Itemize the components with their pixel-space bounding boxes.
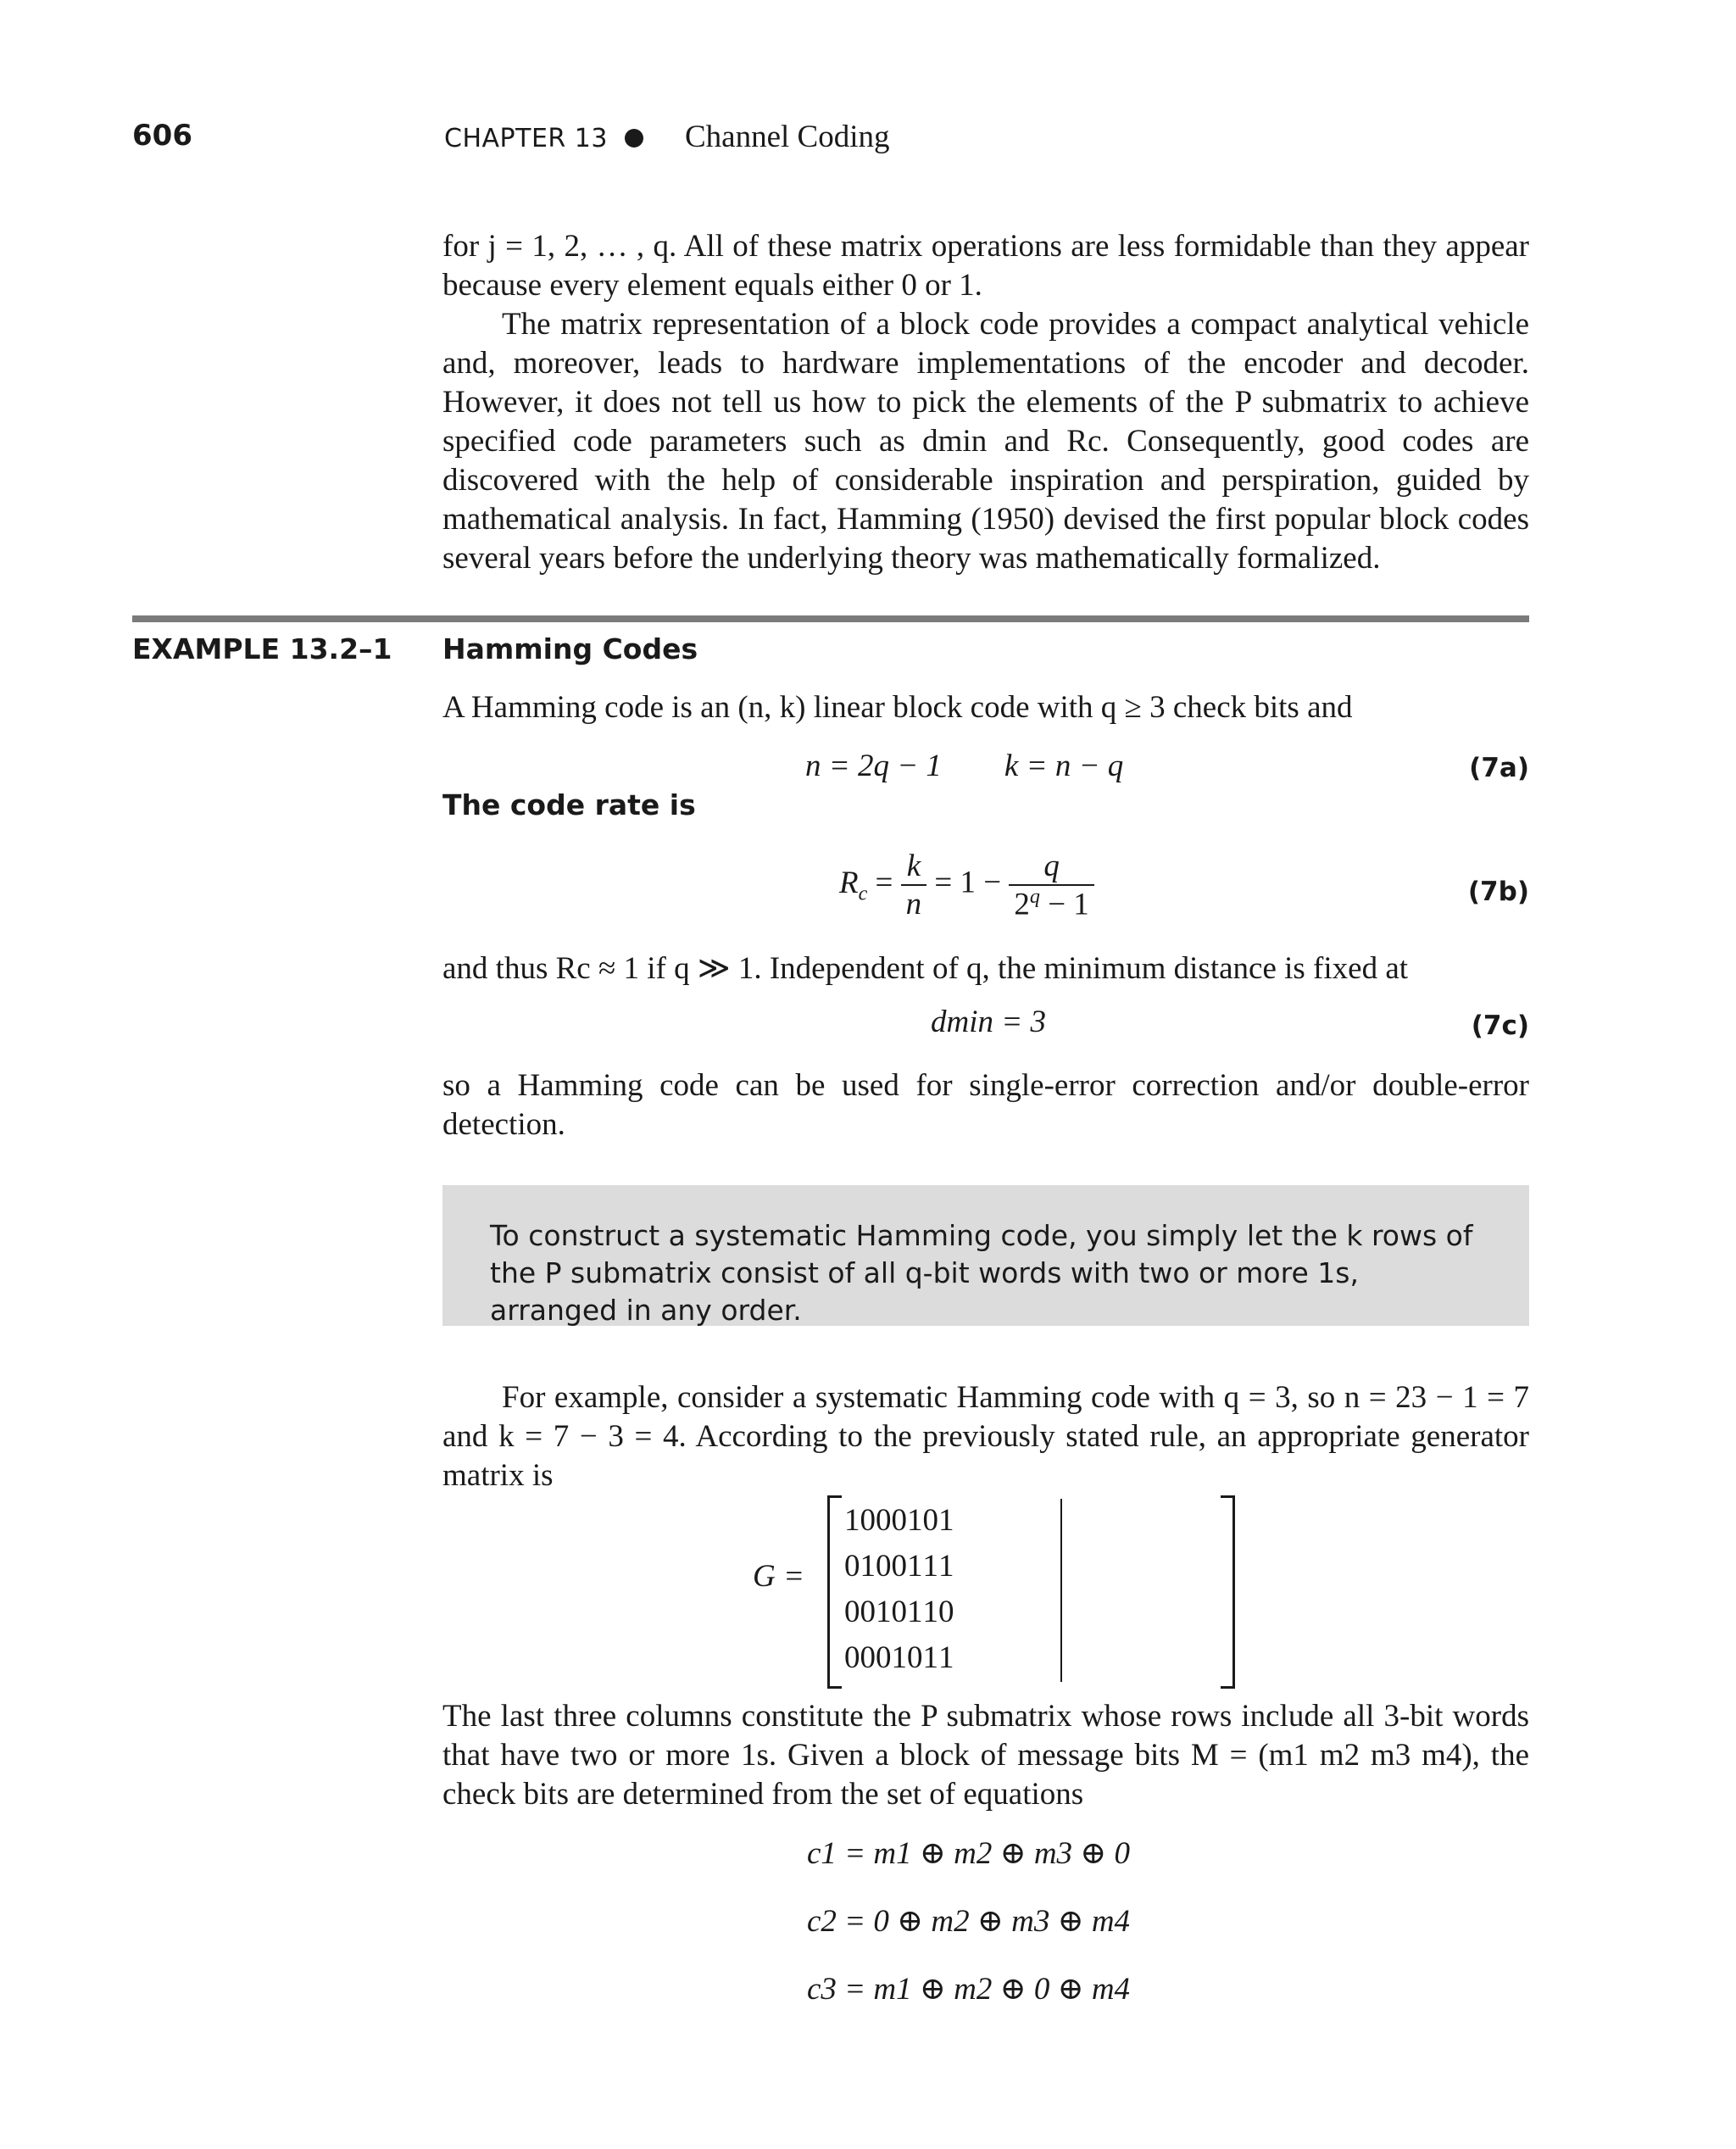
matrix-cell: 0 [860,1640,876,1675]
equation-number-7c: (7c) [1471,1010,1529,1041]
matrix-cell: 0 [844,1594,860,1629]
matrix-cell: 0 [860,1594,876,1629]
matrix-cell: 1 [938,1548,954,1584]
intro-paragraph-1: for j = 1, 2, … , q. All of these matrix operations are less formidable than they appear because every element equals either 0 or 1. [442,229,1529,303]
equation-7c: dmin = 3 [931,1005,1046,1039]
bullet-icon [625,129,643,148]
matrix-cell: 0 [891,1594,907,1629]
partition-line [1060,1499,1062,1682]
matrix-cell: 1 [860,1548,876,1584]
matrix-cell: 0 [844,1640,860,1675]
equation-7b: $R_c$ = $\frac{k}{n}$ = 1 − $\frac{q}{2^q - 1}$ [839,848,1094,922]
matrix-cell: 1 [938,1640,954,1675]
note-box [442,1185,1529,1326]
matrix-cell: 0 [907,1640,923,1675]
matrix-cell: 0 [938,1594,954,1629]
matrix-cell: 1 [907,1502,923,1538]
example-line-2: and thus Rc ≈ 1 if q ≫ 1. Independent of q, the minimum distance is fixed at [442,951,1409,986]
check-equation-2: c2 = 0 ⊕ m2 ⊕ m3 ⊕ m4 [807,1904,1131,1939]
matrix-cell: 1 [907,1594,923,1629]
matrix-cell: 1 [938,1502,954,1538]
matrix-label: G = [753,1559,804,1594]
section-rule [132,615,1529,622]
matrix-row [844,1497,954,1543]
equation-number-7a: (7a) [1469,753,1529,783]
matrix-cell: 0 [891,1548,907,1584]
matrix-table [844,1497,954,1680]
matrix-cell: 0 [844,1548,860,1584]
equation-7a: n = 2q − 1 k = n − q [805,749,1124,783]
matrix-cell: 1 [907,1548,923,1584]
matrix-cell: 0 [876,1502,892,1538]
matrix-cell: 1 [922,1640,938,1675]
matrix-cell: 0 [891,1502,907,1538]
check-equation-1: c1 = m1 ⊕ m2 ⊕ m3 ⊕ 0 [807,1836,1131,1871]
matrix-cell: 0 [876,1548,892,1584]
matrix-cell: 1 [922,1548,938,1584]
matrix-row [844,1589,954,1634]
left-bracket [827,1495,842,1689]
matrix-cell: 1 [876,1594,892,1629]
matrix-cell: 0 [860,1502,876,1538]
chapter-title: Channel Coding [685,120,890,154]
matrix-cell: 0 [922,1502,938,1538]
example-title: Hamming Codes [442,632,698,665]
after-matrix-paragraph: The last three columns constitute the P submatrix whose rows include all 3-bit words that have two or more 1s. Given a block of message bits M = (m1 m2 m3 m4), the check bits are determined from the set of equations [442,1699,1529,1812]
example-line-3: so a Hamming code can be used for single-error correction and/or double-error detection. [442,1068,1529,1142]
matrix-cell: 1 [891,1640,907,1675]
example-line-1: A Hamming code is an (n, k) linear block code with q ≥ 3 check bits and [442,690,1353,725]
intro-paragraph-2: The matrix representation of a block code provides a compact analytical vehicle and, moreover, leads to hardware implementations of the encoder and decoder. However, it does not tell us how to pick the elements of the P submatrix to achieve specified code parameters such as dmin and Rc. Consequently, good codes are discovered with the help of considerable inspiration and perspiration, guided by mathematical analysis. In fact, Hamming (1950) devised the first popular block codes several years before the underlying theory was mathematically formalized. [442,307,1529,576]
page-number: 606 [132,119,192,153]
equation-number-7b: (7b) [1467,877,1529,907]
matrix-cell: 1 [922,1594,938,1629]
example-label: EXAMPLE 13.2–1 [132,632,392,665]
right-bracket [1221,1495,1235,1689]
matrix-row [844,1543,954,1589]
matrix-cell: 1 [844,1502,860,1538]
matrix-cell: 0 [876,1640,892,1675]
chapter-label: CHAPTER 13 [444,124,608,153]
check-equation-3: c3 = m1 ⊕ m2 ⊕ 0 ⊕ m4 [807,1972,1131,2007]
example-paragraph: For example, consider a systematic Hamming code with q = 3, so n = 23 − 1 = 7 and k = 7 − 3 = 4. According to the previously stated rule, an appropriate generator matrix is [442,1380,1529,1493]
note-text: To construct a systematic Hamming code, you simply let the k rows of the P submatrix consist of all q-bit words with two or more 1s, arranged in any order. [490,1219,1473,1327]
code-rate-label: The code rate is [442,788,696,821]
matrix-row [844,1634,954,1680]
